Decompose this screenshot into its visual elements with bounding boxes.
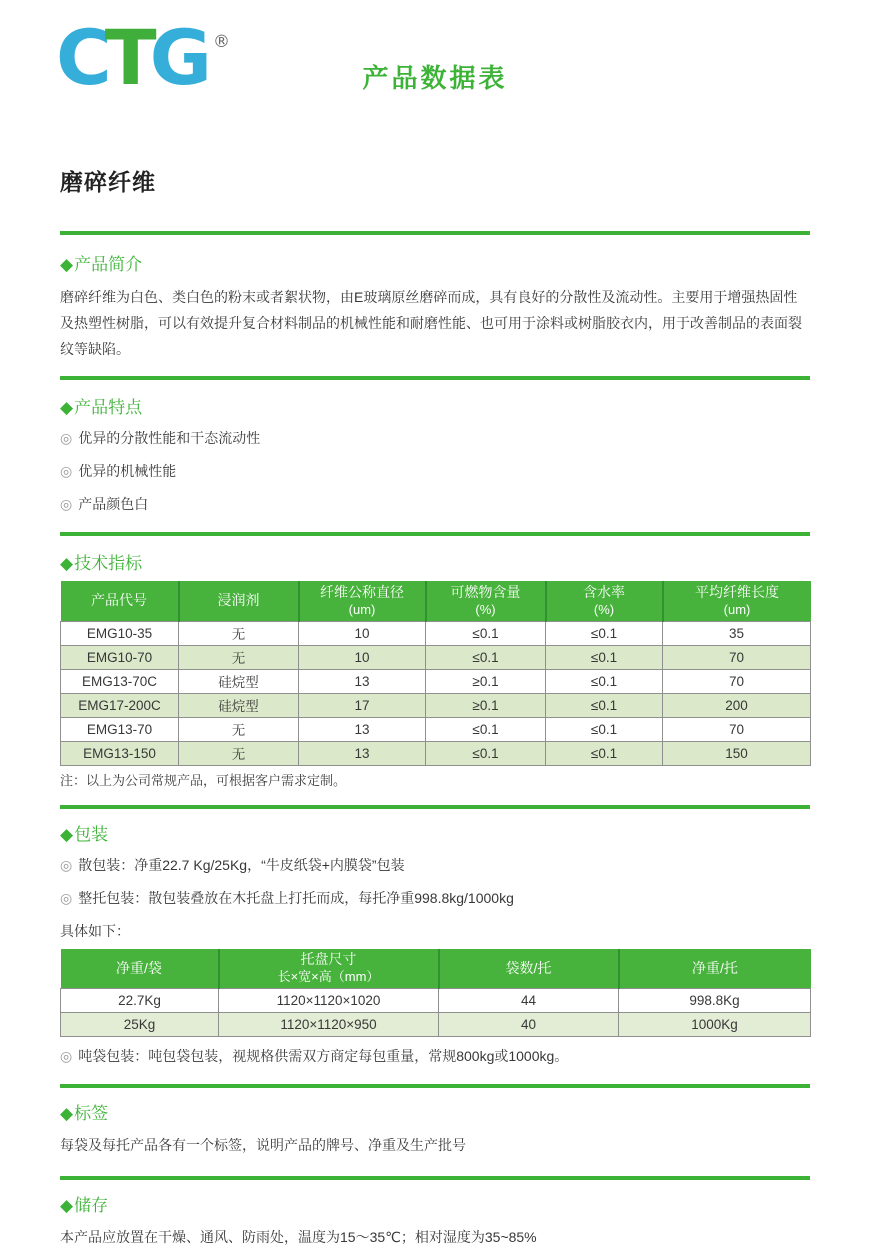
packaging-table <box>60 949 811 1038</box>
section-title <box>60 825 810 845</box>
list-item <box>60 886 810 911</box>
packaging-footnote <box>60 1044 810 1069</box>
column-header: 纤维公称直径 (um) <box>299 581 426 621</box>
table-cell: 70 <box>663 669 811 693</box>
section-title-text: 标签 <box>74 1104 109 1123</box>
packaging-text: 整托包装：散包装叠放在木托盘上打托而成，每托净重998.8kg/1000kg <box>78 889 514 906</box>
table-row <box>61 717 811 741</box>
product-title: 磨碎纤维 <box>60 169 156 195</box>
table-cell: 25Kg <box>61 1013 219 1037</box>
section-title-text: 包装 <box>74 824 109 844</box>
section-title <box>60 255 810 275</box>
section-product-features <box>60 398 810 517</box>
table-cell: 无 <box>179 645 299 669</box>
column-header: 平均纤维长度 (um) <box>663 581 811 621</box>
section-label <box>60 1104 810 1158</box>
table-cell: EMG17-200C <box>61 693 179 717</box>
table-cell: 无 <box>179 621 299 645</box>
ring-bullet-icon: ◎ <box>60 430 73 446</box>
table-cell: 硅烷型 <box>179 669 299 693</box>
diamond-icon: ◆ <box>60 554 74 573</box>
table-cell: 10 <box>299 621 426 645</box>
table-row <box>61 645 811 669</box>
intro-paragraph: 磨碎纤维为白色、类白色的粉末或者絮状物，由E玻璃原丝磨碎而成，具有良好的分散性及流动性。主要用于增强热固性及热塑性树脂，可以有效提升复合材料制品的机械性能和耐磨性能、也可用于涂料或树脂胶衣内，用于改善制品的表面裂纹等缺陷。 <box>60 289 802 357</box>
page-header <box>0 0 870 150</box>
section-title-text: 技术指标 <box>74 554 143 573</box>
table-cell: EMG13-70C <box>61 669 179 693</box>
packaging-list <box>60 853 810 911</box>
table-cell: 10 <box>299 645 426 669</box>
section-divider <box>60 532 810 536</box>
packaging-detail-label: 具体如下： <box>60 922 130 939</box>
table-header-row <box>61 581 811 621</box>
section-divider <box>60 805 810 809</box>
logo-letter-c: C <box>56 13 105 102</box>
column-header: 净重/托 <box>619 949 811 989</box>
table-cell: 44 <box>439 989 619 1013</box>
section-title <box>60 1196 810 1216</box>
list-item <box>60 459 810 484</box>
feature-text: 优异的机械性能 <box>78 463 177 479</box>
section-title <box>60 398 810 418</box>
column-header: 含水率 (%) <box>546 581 663 621</box>
table-cell: ≥0.1 <box>426 669 546 693</box>
section-divider <box>60 231 810 235</box>
table-cell: ≤0.1 <box>546 621 663 645</box>
list-item <box>60 492 810 517</box>
table-cell: ≤0.1 <box>546 717 663 741</box>
table-cell: 17 <box>299 693 426 717</box>
section-technical-specs <box>60 554 810 790</box>
column-header: 袋数/托 <box>439 949 619 989</box>
content-area <box>0 164 870 1250</box>
section-packaging <box>60 825 810 1070</box>
section-title-text: 产品特点 <box>74 398 143 417</box>
column-header: 净重/袋 <box>61 949 219 989</box>
ring-bullet-icon: ◎ <box>60 463 73 479</box>
packaging-text: 散包装：净重22.7 Kg/25Kg，“牛皮纸袋+内膜袋”包装 <box>78 856 405 873</box>
table-row <box>61 669 811 693</box>
section-product-intro <box>60 255 810 362</box>
table-cell: 35 <box>663 621 811 645</box>
section-divider <box>60 1176 810 1180</box>
diamond-icon: ◆ <box>60 1104 74 1123</box>
table-cell: 200 <box>663 693 811 717</box>
table-cell: EMG13-150 <box>61 741 179 765</box>
ring-bullet-icon: ◎ <box>60 496 73 512</box>
specs-note: 注：以上为公司常规产品，可根据客户需求定制。 <box>60 772 347 788</box>
table-cell: 无 <box>179 717 299 741</box>
section-title <box>60 1104 810 1124</box>
table-cell: ≤0.1 <box>546 645 663 669</box>
table-cell: ≤0.1 <box>426 717 546 741</box>
table-cell: ≤0.1 <box>546 669 663 693</box>
section-storage <box>60 1196 810 1250</box>
table-cell: ≤0.1 <box>546 693 663 717</box>
label-paragraph: 每袋及每托产品各有一个标签，说明产品的牌号、净重及生产批号 <box>60 1137 466 1153</box>
logo-letter-t: T <box>104 13 150 102</box>
feature-text: 产品颜色白 <box>78 496 149 512</box>
table-cell: ≤0.1 <box>426 645 546 669</box>
table-cell: 13 <box>299 669 426 693</box>
table-cell: 13 <box>299 741 426 765</box>
table-row <box>61 621 811 645</box>
table-cell: ≤0.1 <box>546 741 663 765</box>
column-header: 托盘尺寸 长×宽×高（mm） <box>219 949 439 989</box>
registered-mark-icon: ® <box>213 32 231 52</box>
table-cell: 13 <box>299 717 426 741</box>
table-cell: 40 <box>439 1013 619 1037</box>
section-title <box>60 554 810 574</box>
table-cell: ≤0.1 <box>426 741 546 765</box>
technical-specs-table <box>60 581 811 766</box>
section-title-text: 产品简介 <box>74 255 143 274</box>
table-cell: ≥0.1 <box>426 693 546 717</box>
table-cell: 150 <box>663 741 811 765</box>
table-cell: EMG10-70 <box>61 645 179 669</box>
table-cell: EMG13-70 <box>61 717 179 741</box>
section-divider <box>60 1084 810 1088</box>
footnote-text: 吨袋包装：吨包袋包装，视规格供需双方商定每包重量，常规800kg或1000kg。 <box>78 1048 569 1064</box>
table-row <box>61 741 811 765</box>
table-header-row <box>61 949 811 989</box>
table-cell: 1000Kg <box>619 1013 811 1037</box>
table-cell: 998.8Kg <box>619 989 811 1013</box>
table-row <box>61 693 811 717</box>
storage-paragraph: 本产品应放置在干燥、通风、防雨处，温度为15～35℃；相对湿度为35~85% <box>60 1229 537 1245</box>
column-header: 浸润剂 <box>179 581 299 621</box>
table-row <box>61 989 811 1013</box>
section-title-text: 储存 <box>74 1196 109 1215</box>
table-cell: 1120×1120×1020 <box>219 989 439 1013</box>
section-divider <box>60 376 810 380</box>
table-row <box>61 1013 811 1037</box>
table-cell: 22.7Kg <box>61 989 219 1013</box>
logo-letter-g: G <box>149 13 206 102</box>
diamond-icon: ◆ <box>60 255 74 274</box>
feature-list <box>60 426 810 517</box>
column-header: 产品代号 <box>61 581 179 621</box>
diamond-icon: ◆ <box>60 398 74 417</box>
list-item <box>60 426 810 451</box>
table-cell: 1120×1120×950 <box>219 1013 439 1037</box>
ring-bullet-icon: ◎ <box>60 889 73 906</box>
table-cell: 70 <box>663 717 811 741</box>
ring-bullet-icon: ◎ <box>60 856 73 873</box>
table-cell: 硅烷型 <box>179 693 299 717</box>
table-cell: ≤0.1 <box>426 621 546 645</box>
table-cell: 70 <box>663 645 811 669</box>
list-item <box>60 853 810 878</box>
diamond-icon: ◆ <box>60 1196 74 1215</box>
table-cell: EMG10-35 <box>61 621 179 645</box>
sheet-title: 产品数据表 <box>362 63 508 93</box>
ring-bullet-icon: ◎ <box>60 1048 73 1064</box>
feature-text: 优异的分散性能和干态流动性 <box>78 430 261 446</box>
diamond-icon: ◆ <box>60 824 74 844</box>
column-header: 可燃物含量 (%) <box>426 581 546 621</box>
table-cell: 无 <box>179 741 299 765</box>
